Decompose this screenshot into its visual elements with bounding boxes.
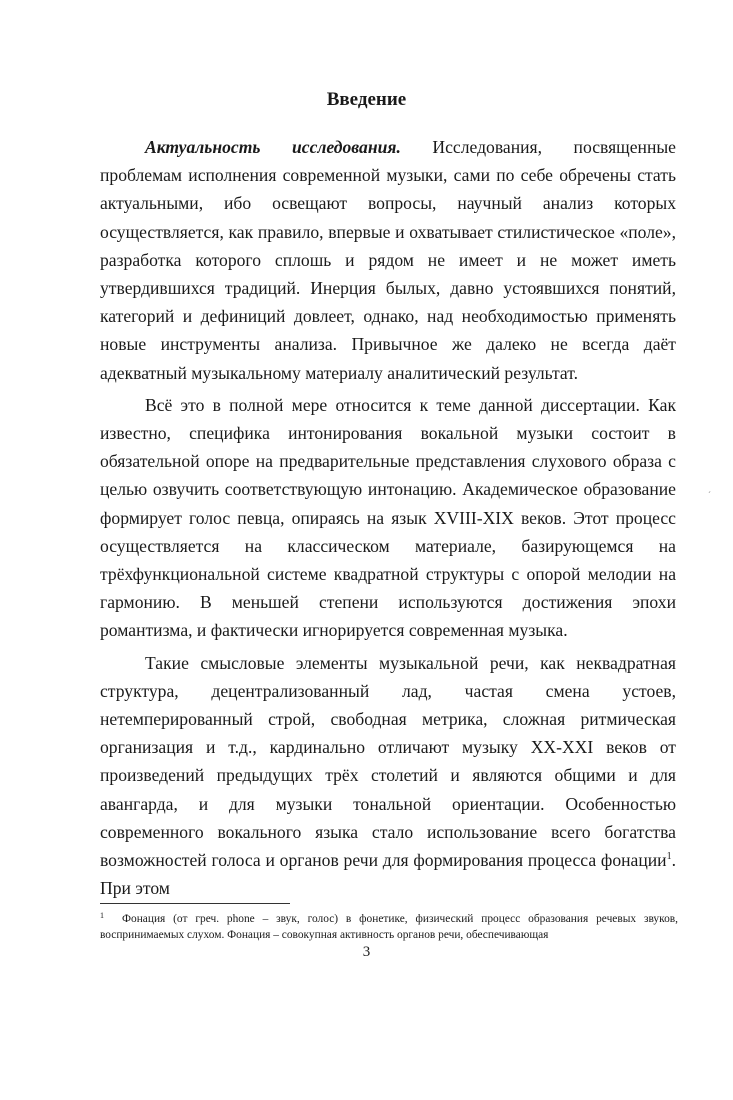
footnote-text: Фонация (от греч. phone – звук, голос) в фонетике, физический процесс образования речевых звуков, воспринимаемых слухом. Фонация – совокупная активность органов речи, обеспечивающая bbox=[100, 913, 678, 941]
vocal-intonation-text: Всё это в полной мере относится к теме данной диссертации. Как известно, специфика интонирования вокальной музыки состоит в обязательной опоре на предварительные представления слухового образа с целью озвучить соответствующую интонацию. Академическое образование формирует голос певца, опираясь на язык XVIII-XIX веков. Этот процесс осуществляется на классическом материале, базирующемся на трёхфункциональной системе квадратной структуры с опорой мелодии на гармонию. В меньшей степени используются достижения эпохи романтизма, и фактически игнорируется современная музыка. bbox=[100, 394, 676, 641]
footnote-mark: 1 bbox=[100, 911, 104, 920]
semantic-elements-tail: . При этом bbox=[100, 850, 676, 899]
relevance-text: Исследования, посвященные проблемам исполнения современной музыки, сами по себе обречены стать актуальными, ибо освещают вопросы, научный анализ которых осуществляется, как правило, впервые и охватывает стилистическое «поле», разработка которого сплошь и рядом не имеет и не может иметь утвердившихся традиций. Инерция былых, давно устоявшихся понятий, категорий и дефиниций довлеет, однако, над необходимостью применять новые инструменты анализа. Привычное же далеко не всегда даёт адекватный музыкальному материалу аналитический результат. bbox=[100, 137, 676, 383]
semantic-elements-text: Такие смысловые элементы музыкальной речи, как неквадратная структура, децентрализованный лад, частая смена устоев, нетемперированный строй, свободная метрика, сложная ритмическая организация и т.д., кардинально отличают музыку XX-XXI веков от произведений предыдущих трёх столетий и являются общими и для авангарда, и для музыки тональной ориентации. Особенностью современного вокального языка стало использование всего богатства возможностей голоса и органов речи для формирования процесса фонации bbox=[100, 652, 676, 871]
page-number: 3 bbox=[362, 944, 371, 960]
margin-mark: ˊ bbox=[708, 490, 711, 500]
page-title: Введение bbox=[326, 89, 407, 110]
footnote-divider bbox=[100, 903, 290, 904]
footnote bbox=[100, 912, 678, 943]
paragraph-semantic-elements bbox=[100, 649, 676, 903]
paragraph-vocal-intonation bbox=[100, 391, 676, 645]
body-text bbox=[100, 133, 676, 902]
relevance-lead: Актуальность исследования. bbox=[145, 137, 401, 157]
footnote-reference[interactable]: 1 bbox=[666, 851, 672, 863]
paragraph-relevance bbox=[100, 133, 676, 387]
